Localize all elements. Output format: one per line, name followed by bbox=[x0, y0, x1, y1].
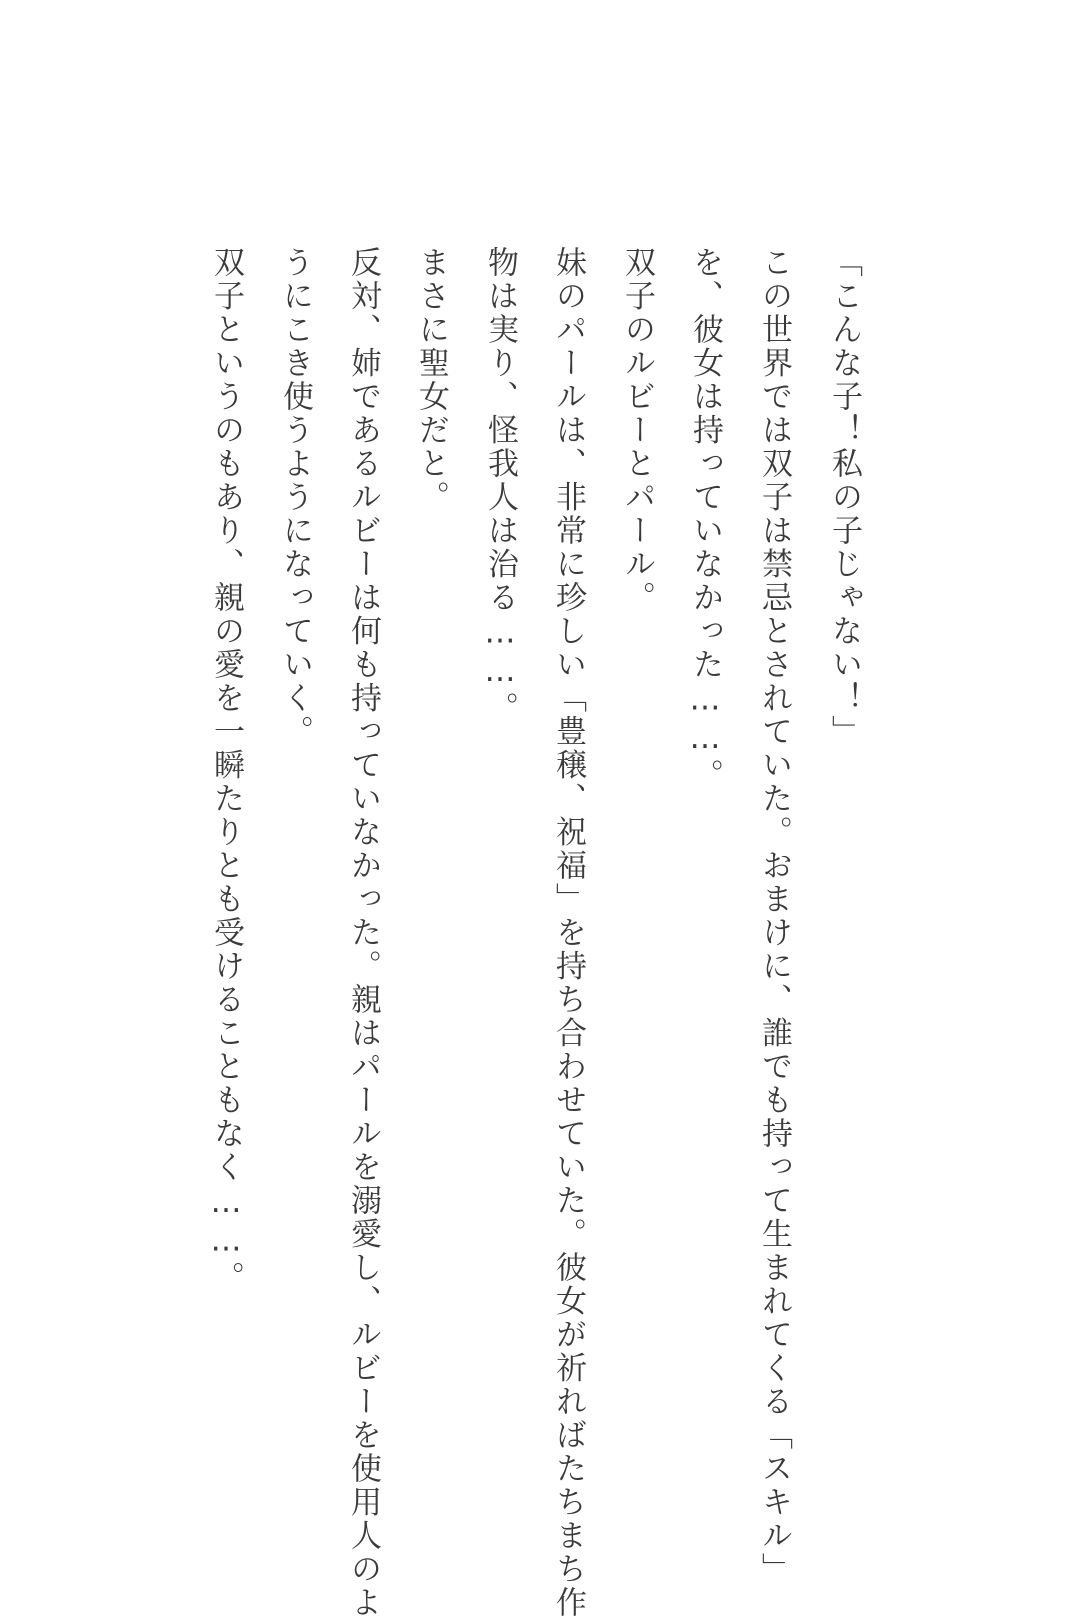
text-line-4: 双子のルビーとパール。 bbox=[619, 246, 655, 615]
vertical-text-body bbox=[190, 246, 870, 1620]
text-line-5: 妹のパールは、非常に珍しい「豊穣、祝福」を持ち合わせていた。彼女が祈ればたちまち作 bbox=[550, 246, 586, 1620]
text-line-9: うにこき使うようになっていく。 bbox=[277, 246, 313, 749]
text-line-1: 「こんな子！私の子じゃない！」 bbox=[826, 246, 862, 749]
text-line-6: 物は実り、怪我人は治る……。 bbox=[482, 246, 518, 725]
text-line-3: を、彼女は持っていなかった……。 bbox=[687, 246, 723, 792]
text-line-10: 双子というのもあり、親の愛を一瞬たりとも受けることもなく……。 bbox=[208, 246, 244, 1295]
text-line-8: 反対、姉であるルビーは何も持っていなかった。親はパールを溺愛し、ルビーを使用人のよ bbox=[345, 246, 381, 1620]
text-line-2: この世界では双子は禁忌とされていた。おまけに、誰でも持って生まれてくる「スキル」 bbox=[756, 246, 792, 1586]
text-line-7: まさに聖女だと。 bbox=[413, 246, 449, 514]
